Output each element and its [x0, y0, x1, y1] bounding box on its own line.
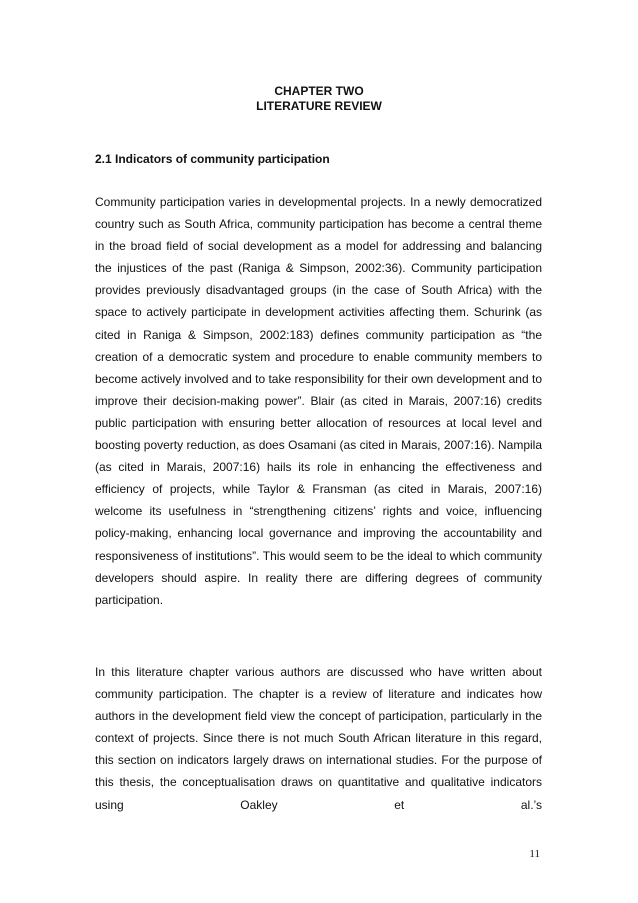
- page-number: 11: [529, 848, 540, 860]
- section-heading: 2.1 Indicators of community participation: [95, 152, 330, 166]
- chapter-number: CHAPTER TWO: [274, 84, 364, 98]
- paragraph-text: In this literature chapter various authors are discussed who have written about community participation. The chapter is a review of literature and indicates how authors in the development field view the concept of participation, particularly in the context of projects. Since there is not much South African literature in this regard, this section on indicators largely draws on international studies. For the purpose of this thesis, the conceptualisation draws on quantitative and qualitative indicators using Oakley et al.’s: [95, 665, 542, 812]
- chapter-title: LITERATURE REVIEW: [256, 99, 382, 113]
- body-paragraph: Community participation varies in developmental projects. In a newly democratized country such as South Africa, community participation has become a central theme in the broad field of social development as a model for addressing and balancing the injustices of the past (Raniga & Simpson, 2002:36). Community participation provides previously disadvantaged groups (in the case of South Africa) with the space to actively participate in development activities affecting them. Schurink (as cited in Raniga & Simpson, 2002:183) defines community participation as “the creation of a democratic system and procedure to enable community members to become actively involved and to take responsibility for their own development and to improve their decision-making power”. Blair (as cited in Marais, 2007:16) credits public participation with ensuring better allocation of resources at local level and boosting poverty reduction, as does Osamani (as cited in Marais, 2007:16). Nampila (as cited in Marais, 2007:16) hails its role in enhancing the effectiveness and efficiency of projects, while Taylor & Fransman (as cited in Marais, 2007:16) welcome its usefulness in “strengthening citizens’ rights and voice, influencing policy-making, enhancing local governance and improving the accountability and responsiveness of institutions”. This would seem to be the ideal to which community developers should aspire. In reality there are differing degrees of community participation.: [95, 195, 542, 607]
- body-paragraph: [95, 661, 542, 816]
